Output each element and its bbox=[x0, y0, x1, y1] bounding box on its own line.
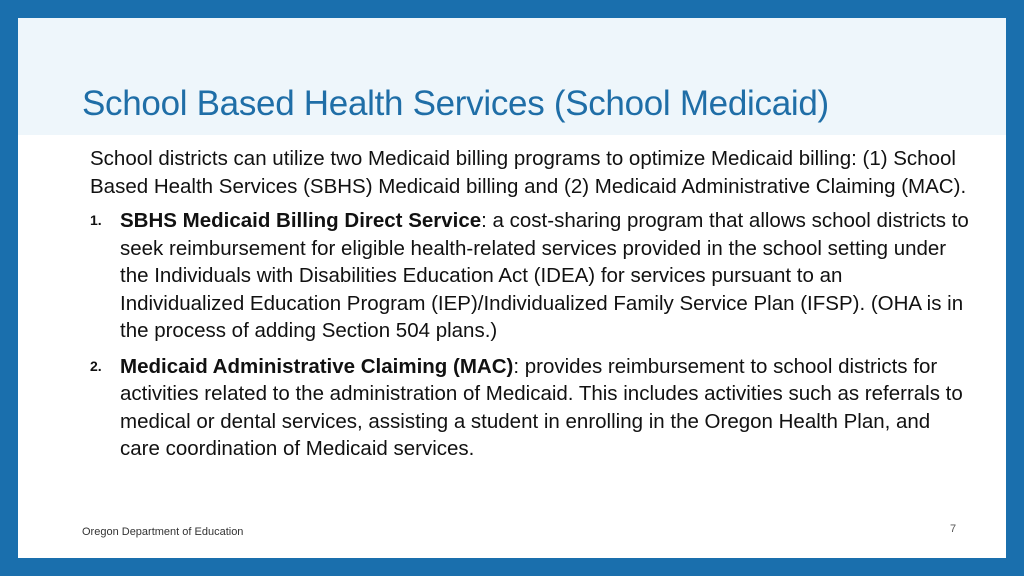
intro-paragraph: School districts can utilize two Medicaid billing programs to optimize Medicaid billing: (1) School Based Health Services (SBHS) Medicaid billing and (2) Medicaid Administrative Claiming (MAC). bbox=[90, 147, 967, 198]
list-number: 1. bbox=[90, 212, 102, 228]
page-number: 7 bbox=[950, 523, 957, 535]
list-item bbox=[90, 353, 970, 463]
slide bbox=[18, 18, 1006, 558]
footer-organization: Oregon Department of Education bbox=[82, 526, 244, 538]
list-term: SBHS Medicaid Billing Direct Service bbox=[120, 209, 482, 232]
list-term: Medicaid Administrative Claiming (MAC) bbox=[120, 354, 514, 378]
list-item bbox=[90, 207, 970, 345]
slide-title: School Based Health Services (School Medicaid) bbox=[82, 84, 829, 123]
list-description: : provides reimbursement to school districts for activities related to the administration of Medicaid. This includes activities such as referrals to medical or dental services, assisting a student in enrolling in the Oregon Health Plan, and care coordination of Medicaid services. bbox=[120, 354, 963, 460]
slide-body bbox=[90, 145, 970, 471]
list-number: 2. bbox=[90, 357, 102, 374]
list-description: : a cost-sharing program that allows school districts to seek reimbursement for eligible health-related services provided in the school setting under the Individuals with Disabilities Education Act (IDEA) for services pursuant to an Individualized Education Program (IEP)/Individualized Family Service Plan (IFSP). (OHA is in the process of adding Section 504 plans.) bbox=[120, 209, 969, 342]
